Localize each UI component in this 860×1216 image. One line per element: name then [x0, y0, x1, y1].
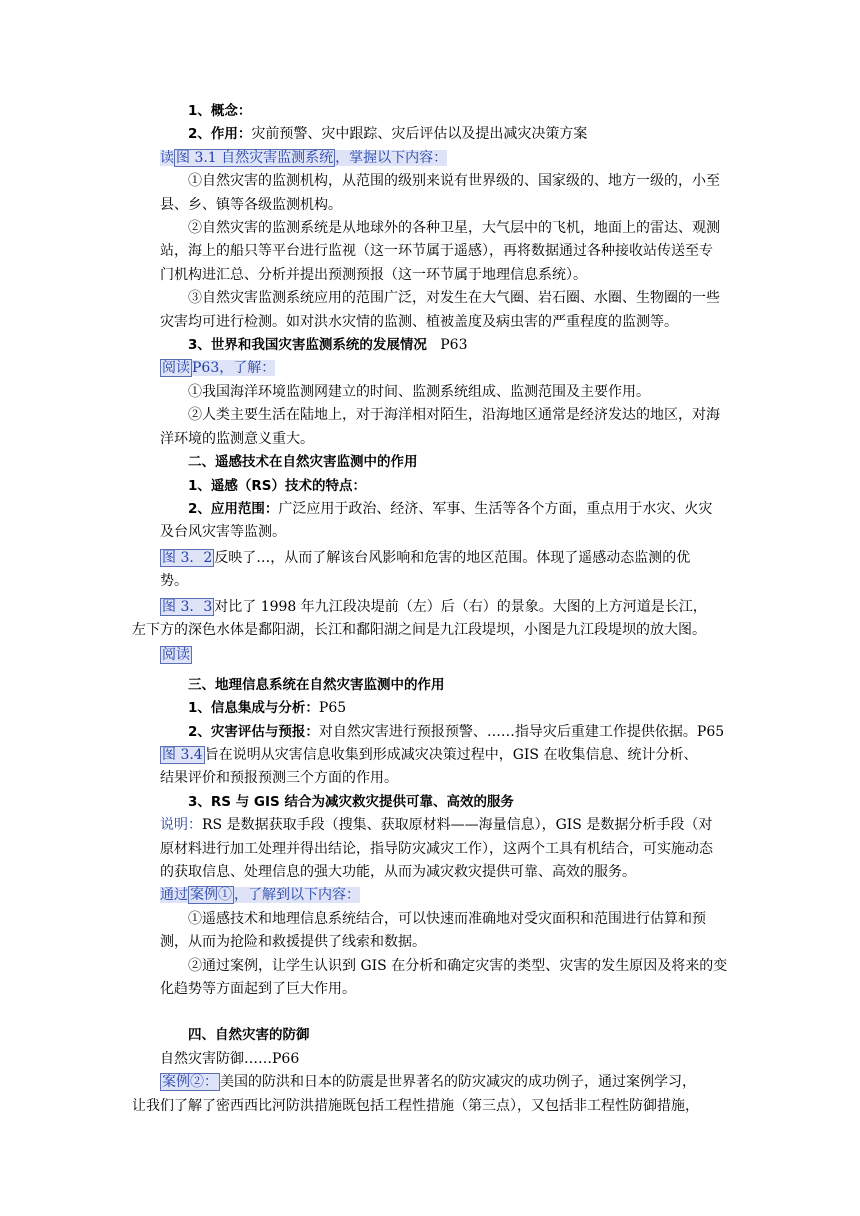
paragraph: 原材料进行加工处理并得出结论，指导防灾减灾工作），这两个工具有机结合，可实施动态 — [160, 840, 713, 857]
subheading: 3、RS 与 GIS 结合为减灾救灾提供可靠、高效的服务 — [188, 793, 514, 810]
section-heading: 3、世界和我国灾害监测系统的发展情况 P63 — [188, 337, 468, 354]
paragraph: 自然灾害防御……P66 — [160, 1050, 300, 1067]
subheading: 1、遥感（RS）技术的特点： — [188, 477, 367, 494]
paragraph: ③自然灾害监测系统应用的范围广泛，对发生在大气圈、岩石圈、水圈、生物圈的一些 — [188, 290, 720, 307]
paragraph: ①遥感技术和地理信息系统结合，可以快速而准确地对受灾面积和范围进行估算和预 — [188, 910, 706, 927]
function-line: 2、作用：灾前预警、灾中跟踪、灾后评估以及提出减灾决策方案 — [188, 126, 588, 143]
figure-3-4-link[interactable]: 图 3.4 — [162, 746, 203, 763]
read-line — [160, 642, 736, 667]
paragraph: 的获取信息、处理信息的强大功能，从而为减灾救灾提供可靠、高效的服务。 — [160, 864, 636, 880]
case-1-link[interactable]: 案例① — [190, 887, 232, 904]
paragraph: 化趋势等方面起到了巨大作用。 — [160, 981, 356, 998]
paragraph: 结果评价和预报预测三个方面的作用。 — [160, 770, 398, 787]
paragraph: 站，海上的船只等平台进行监视（这一环节属于遥感），再将数据通过各种接收站传送至专 — [160, 243, 713, 260]
paragraph: 门机构进汇总、分析并提出预测预报（这一环节属于地理信息系统）。 — [160, 266, 587, 283]
explanation-line: 说明：RS 是数据获取手段（搜集、获取原材料——海量信息），GIS 是数据分析手段（对 — [160, 817, 713, 834]
paragraph: ②人类主要生活在陆地上，对于海洋相对陌生，沿海地区通常是经济发达的地区，对海 — [188, 407, 720, 424]
paragraph: 势。 — [160, 573, 188, 590]
case2-line: 案例②： 美国的防洪和日本的防震是世界著名的防灾减灾的成功例子，通过案例学习， — [162, 1074, 696, 1091]
spacer — [160, 1001, 736, 1024]
paragraph: ①我国海洋环境监测网建立的时间、监测系统组成、监测范围及主要作用。 — [188, 383, 650, 400]
paragraph: 及台风灾害等监测。 — [160, 524, 286, 541]
paragraph: ①自然灾害的监测机构，从范围的级别来说有世界级的、国家级的、地方一级的，小至 — [188, 173, 720, 190]
read-fig31-line: 读 图 3.1 自然灾害监测系统 ，掌握以下内容： — [160, 149, 448, 166]
figure-3-2-link[interactable]: 图 3．2 — [162, 549, 213, 566]
read-p63-line: 阅读 P63，了解： — [162, 360, 276, 377]
section-heading: 三、地理信息系统在自然灾害监测中的作用 — [188, 676, 445, 693]
application-line: 2、应用范围：广泛应用于政治、经济、军事、生活等各个方面，重点用于水灾、火灾 — [188, 500, 713, 517]
paragraph: 测，从而为抢险和救援提供了线索和数据。 — [160, 934, 426, 951]
paragraph: 灾害均可进行检测。如对洪水灾情的监测、植被盖度及病虫害的严重程度的监测等。 — [160, 313, 678, 330]
paragraph: 洋环境的监测意义重大。 — [160, 430, 314, 447]
case1-line: 通过 案例① ，了解到以下内容： — [160, 887, 360, 904]
fig33-line: 图 3．3 对比了 1998 年九江段决堤前（左）后（右）的景象。大图的上方河道是长江， — [162, 598, 707, 615]
read-link[interactable]: 阅读 — [162, 360, 190, 377]
case-2-link[interactable]: 案例②： — [162, 1074, 218, 1091]
concept-heading: 1、概念： — [188, 103, 252, 119]
paragraph: ②自然灾害的监测系统是从地球外的各种卫星，大气层中的飞机，地面上的雷达、观测 — [188, 220, 720, 237]
paragraph: 县、乡、镇等各级监测机构。 — [160, 196, 342, 213]
section-heading: 四、自然灾害的防御 — [188, 1027, 310, 1044]
paragraph: 让我们了解了密西西比河防洪措施既包括工程性措施（第三点），又包括非工程性防御措施， — [132, 1097, 699, 1114]
section-heading: 二、遥感技术在自然灾害监测中的作用 — [188, 454, 418, 471]
fig34-line: 图 3.4 旨在说明从灾害信息收集到形成减灾决策过程中，GIS 在收集信息、统计分析、 — [162, 746, 698, 763]
figure-3-1-link[interactable]: 图 3.1 自然灾害监测系统 — [176, 149, 334, 166]
gis-integration-line: 1、信息集成与分析：P65 — [188, 700, 347, 717]
read-link[interactable]: 阅读 — [162, 647, 190, 664]
figure-3-3-link[interactable]: 图 3．3 — [162, 598, 213, 615]
gis-forecast-line: 2、灾害评估与预报：对自然灾害进行预报预警、……指导灾后重建工作提供依据。P65 — [188, 723, 725, 740]
fig32-line: 图 3．2 反映了…，从而了解该台风影响和危害的地区范围。体现了遥感动态监测的优 — [162, 549, 691, 566]
paragraph: ②通过案例，让学生认识到 GIS 在分析和确定灾害的类型、灾害的发生原因及将来的变 — [188, 957, 728, 974]
paragraph: 左下方的深色水体是鄱阳湖，长江和鄱阳湖之间是九江段堤坝，小图是九江段堤坝的放大图。 — [132, 621, 706, 638]
